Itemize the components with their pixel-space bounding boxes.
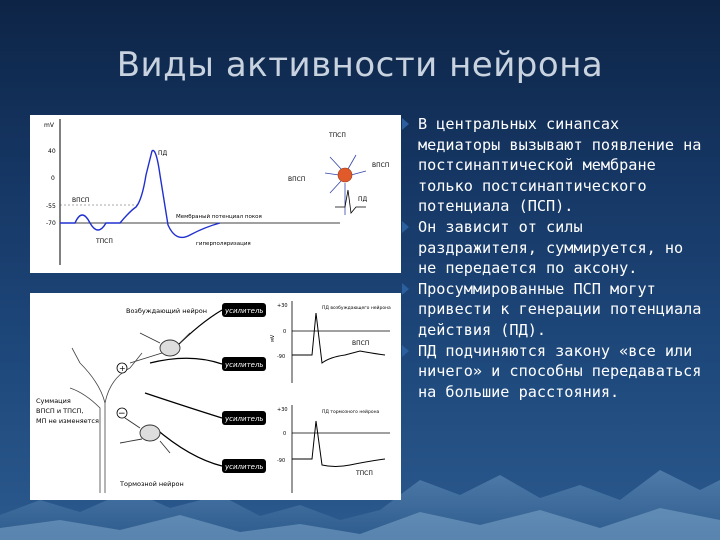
bullet-item [402, 217, 702, 279]
bullet-text: ПД подчиняются закону «все или ничего» и способны передаваться на большие расстояния. [418, 341, 702, 401]
bullet-item [402, 279, 702, 341]
bullet-text: В центральных синапсах медиаторы вызывают появление на постсинаптической мембране только постсинаптического потенциала (ПСП). [418, 115, 702, 216]
trace-top-tick-0: 0 [283, 329, 287, 335]
bullet-arrow-icon [402, 118, 409, 130]
trace-top-label: ВПСП [352, 340, 370, 347]
trace-axes [292, 301, 390, 493]
inhibitory-neuron [120, 418, 170, 453]
neuron-soma [338, 168, 352, 182]
trace-top-tick-90: -90 [277, 354, 286, 360]
y-tick-0: 0 [51, 175, 55, 182]
neuron-label-vpsp-right: ВПСП [372, 162, 390, 169]
trace-bottom-note: ПД тормозного нейрона [322, 410, 380, 415]
bullet-arrow-icon [402, 345, 409, 357]
neuron-label-vpsp-left: ВПСП [288, 176, 306, 183]
trace-top-tick-30: +30 [277, 303, 288, 309]
bullet-item [402, 341, 702, 403]
neuron-label-tpsp: ТПСП [329, 132, 346, 139]
label-pd: ПД [158, 150, 168, 157]
recording-diagram-figure [30, 293, 401, 500]
label-summation-3: МП не изменяется [36, 417, 99, 425]
action-potential-figure [30, 115, 401, 273]
label-excitatory-1: Возбуждающий нейрон [126, 307, 208, 315]
amplifier-boxes [222, 303, 266, 473]
label-inhibitory: Тормозной нейрон [120, 480, 184, 488]
bullet-arrow-icon [402, 283, 409, 295]
label-hyper: гиперполяризация [196, 241, 251, 247]
bullet-item [402, 114, 702, 217]
trace-bottom-tick-30: +30 [277, 407, 288, 413]
label-summation-2: ВПСП и ТПСП, [36, 407, 84, 415]
trace-bottom-tick-0: 0 [283, 431, 287, 437]
amplifier-label-4: усилитель [225, 463, 264, 471]
y-tick-40: 40 [48, 148, 56, 155]
amplifier-label-2: усилитель [225, 361, 264, 369]
bullet-text: Просуммированные ПСП могут привести к генерации потенциала действия (ПД). [418, 279, 702, 339]
label-vpsp: ВПСП [72, 197, 90, 204]
trace-bottom-curve [292, 421, 385, 467]
trace-unit: мV [270, 334, 276, 342]
trace-top-note: ПД возбуждающего нейрона [322, 306, 391, 311]
amplifier-label-3: усилитель [225, 415, 264, 423]
bullet-arrow-icon [402, 221, 409, 233]
label-tpsp: ТПСП [96, 238, 113, 245]
plus-label: + [119, 364, 126, 373]
amplifier-label-1: усилитель [225, 307, 264, 315]
trace-top-curve [292, 313, 385, 363]
minus-label: − [118, 409, 126, 419]
slide-title: Виды активности нейрона [116, 45, 604, 85]
wires [145, 310, 222, 466]
trace-bottom-tick-90: -90 [277, 458, 286, 464]
y-unit-label: mV [44, 122, 54, 129]
bullet-list [402, 114, 702, 402]
trace-bottom-label: ТПСП [356, 470, 373, 477]
bullet-text: Он зависит от силы раздражителя, суммируется, но не передается по аксону. [418, 217, 684, 278]
y-tick-70: -70 [46, 220, 56, 227]
label-resting: Мембраный потенциал покоя [176, 214, 262, 220]
action-potential-curve [60, 151, 220, 238]
neuron-label-pd: ПД [358, 196, 368, 203]
label-summation-1: Суммация [36, 397, 71, 405]
y-tick-55: -55 [46, 203, 56, 210]
